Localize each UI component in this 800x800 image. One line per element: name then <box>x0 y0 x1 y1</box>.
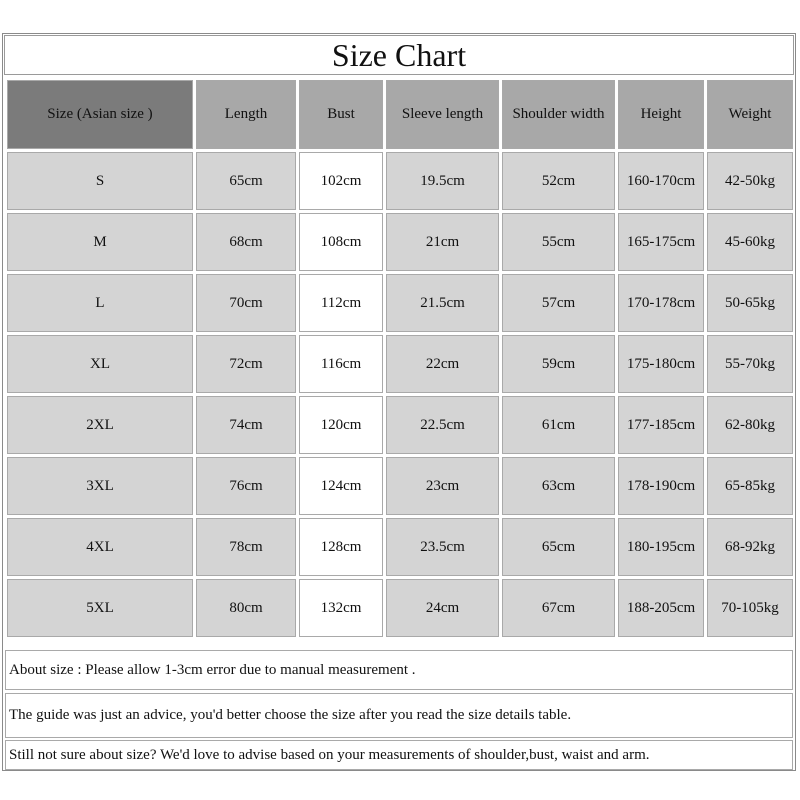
cell-bust: 102cm <box>299 152 383 210</box>
page-title: Size Chart <box>4 35 794 75</box>
header-weight: Weight <box>707 80 793 149</box>
cell-bust: 120cm <box>299 396 383 454</box>
cell-weight: 62-80kg <box>707 396 793 454</box>
size-table <box>4 77 796 640</box>
cell-bust: 108cm <box>299 213 383 271</box>
cell-weight: 55-70kg <box>707 335 793 393</box>
cell-weight: 68-92kg <box>707 518 793 576</box>
cell-size: M <box>7 213 193 271</box>
table-row <box>7 152 793 210</box>
note-measurement-error: About size : Please allow 1-3cm error due to manual measurement . <box>5 650 793 690</box>
cell-length: 72cm <box>196 335 296 393</box>
note-size-help: Still not sure about size? We'd love to advise based on your measurements of shoulder,bust, waist and arm. <box>5 740 793 770</box>
cell-length: 78cm <box>196 518 296 576</box>
cell-size: XL <box>7 335 193 393</box>
cell-shoulder-width: 52cm <box>502 152 615 210</box>
header-sleeve-length: Sleeve length <box>386 80 499 149</box>
cell-height: 178-190cm <box>618 457 704 515</box>
cell-weight: 65-85kg <box>707 457 793 515</box>
cell-bust: 132cm <box>299 579 383 637</box>
cell-shoulder-width: 63cm <box>502 457 615 515</box>
cell-size: L <box>7 274 193 332</box>
cell-size: 3XL <box>7 457 193 515</box>
cell-size: 4XL <box>7 518 193 576</box>
cell-size: 2XL <box>7 396 193 454</box>
cell-bust: 128cm <box>299 518 383 576</box>
table-row <box>7 335 793 393</box>
cell-length: 76cm <box>196 457 296 515</box>
table-row <box>7 213 793 271</box>
cell-bust: 116cm <box>299 335 383 393</box>
table-row <box>7 274 793 332</box>
cell-shoulder-width: 65cm <box>502 518 615 576</box>
cell-sleeve-length: 21cm <box>386 213 499 271</box>
table-row <box>7 518 793 576</box>
cell-sleeve-length: 23.5cm <box>386 518 499 576</box>
cell-length: 68cm <box>196 213 296 271</box>
header-length: Length <box>196 80 296 149</box>
cell-height: 170-178cm <box>618 274 704 332</box>
cell-shoulder-width: 59cm <box>502 335 615 393</box>
cell-sleeve-length: 22cm <box>386 335 499 393</box>
cell-size: 5XL <box>7 579 193 637</box>
table-row <box>7 579 793 637</box>
cell-sleeve-length: 21.5cm <box>386 274 499 332</box>
cell-shoulder-width: 55cm <box>502 213 615 271</box>
table-row <box>7 396 793 454</box>
header-height: Height <box>618 80 704 149</box>
table-header-row <box>7 80 793 149</box>
cell-sleeve-length: 22.5cm <box>386 396 499 454</box>
cell-length: 80cm <box>196 579 296 637</box>
cell-weight: 70-105kg <box>707 579 793 637</box>
cell-length: 70cm <box>196 274 296 332</box>
cell-shoulder-width: 61cm <box>502 396 615 454</box>
cell-shoulder-width: 67cm <box>502 579 615 637</box>
header-shoulder-width: Shoulder width <box>502 80 615 149</box>
cell-height: 180-195cm <box>618 518 704 576</box>
cell-height: 177-185cm <box>618 396 704 454</box>
cell-size: S <box>7 152 193 210</box>
cell-height: 175-180cm <box>618 335 704 393</box>
cell-bust: 124cm <box>299 457 383 515</box>
cell-sleeve-length: 19.5cm <box>386 152 499 210</box>
note-advice: The guide was just an advice, you'd better choose the size after you read the size details table. <box>5 693 793 738</box>
header-size: Size (Asian size ) <box>7 80 193 149</box>
cell-height: 188-205cm <box>618 579 704 637</box>
cell-height: 160-170cm <box>618 152 704 210</box>
cell-height: 165-175cm <box>618 213 704 271</box>
table-row <box>7 457 793 515</box>
cell-length: 74cm <box>196 396 296 454</box>
cell-sleeve-length: 24cm <box>386 579 499 637</box>
header-bust: Bust <box>299 80 383 149</box>
cell-weight: 42-50kg <box>707 152 793 210</box>
cell-bust: 112cm <box>299 274 383 332</box>
cell-length: 65cm <box>196 152 296 210</box>
cell-weight: 45-60kg <box>707 213 793 271</box>
cell-shoulder-width: 57cm <box>502 274 615 332</box>
cell-sleeve-length: 23cm <box>386 457 499 515</box>
cell-weight: 50-65kg <box>707 274 793 332</box>
